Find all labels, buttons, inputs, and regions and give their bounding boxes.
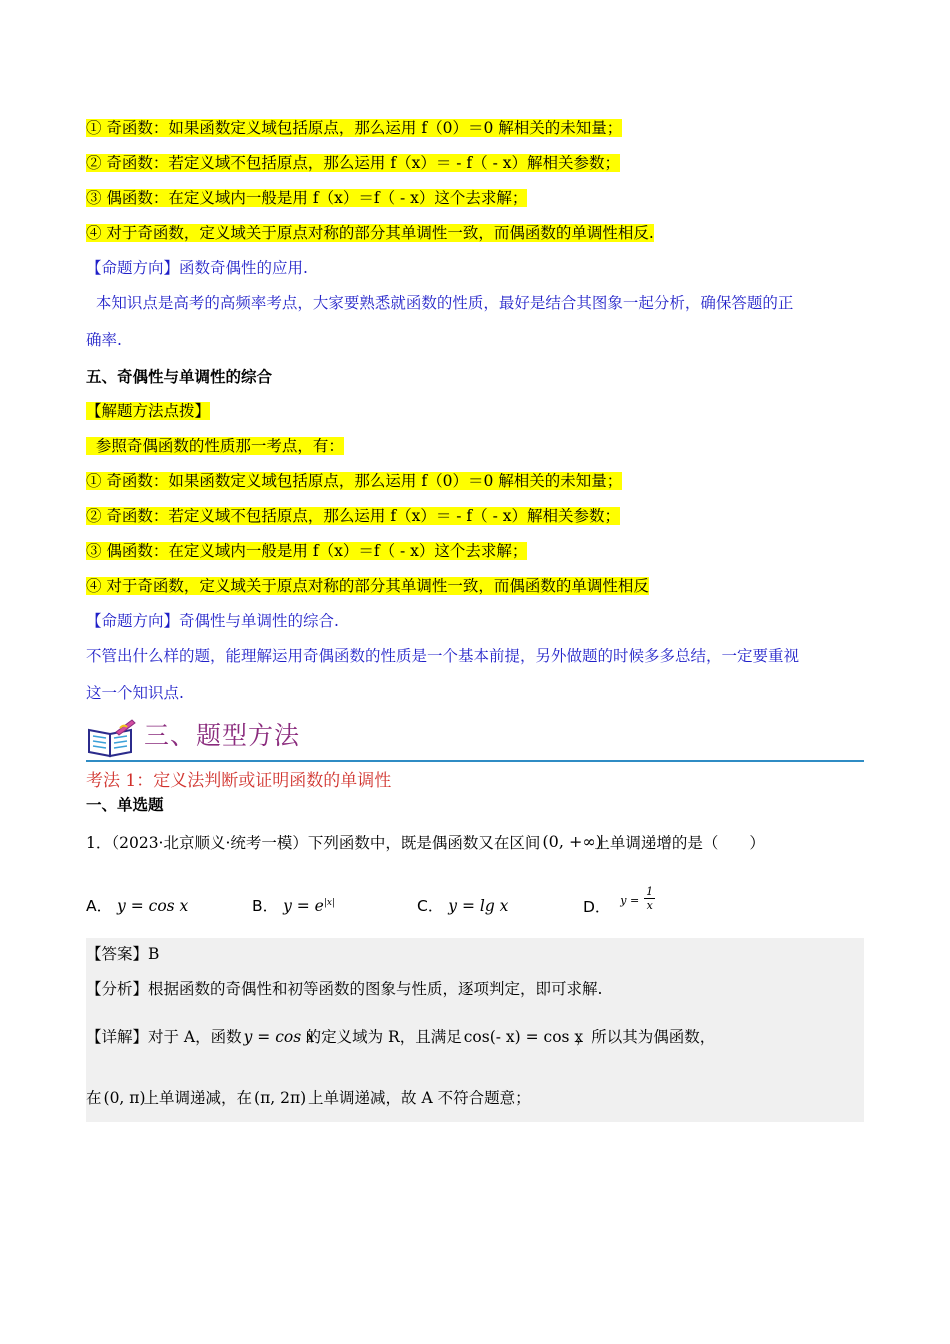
note-line-2: 确率.: [86, 331, 122, 349]
kaofa-title: 考法 1：定义法判断或证明函数的单调性: [86, 771, 392, 791]
direction-label: 【命题方向】函数奇偶性的应用.: [86, 259, 308, 277]
even-rule: ③ 偶函数：在定义域内一般是用 f（x）＝f（ - x）这个去求解；: [86, 189, 528, 207]
odd-rule-no-origin: ② 奇函数：若定义域不包括原点，那么运用 f（x）＝ - f（ - x）解相关参数；: [86, 154, 620, 172]
option-b[interactable]: B． $y = e^{|x|}$: [252, 897, 335, 915]
option-d[interactable]: D． $^{y =}$ $\frac{1}{x}$: [583, 885, 654, 916]
direction-label-2: 【命题方向】奇偶性与单调性的综合.: [86, 612, 339, 630]
monotonic-rule: ④ 对于奇函数，定义域关于原点对称的部分其单调性一致，而偶函数的单调性相反.: [86, 224, 654, 242]
detail-line: 【详解】对于 A，函数 y = cos x 的定义域为 R，且满足 cos(- x) = cos x ，所以其为偶函数，: [86, 1028, 716, 1046]
reference-line: 参照奇偶函数的性质那一考点，有：: [86, 437, 344, 455]
answer-line: 【答案】B: [86, 945, 160, 963]
odd-rule-origin-2: ① 奇函数：如果函数定义域包括原点，那么运用 f（0）＝0 解相关的未知量；: [86, 472, 623, 490]
section-5-title: 五、奇偶性与单调性的综合: [86, 368, 273, 386]
even-rule-2: ③ 偶函数：在定义域内一般是用 f（x）＝f（ - x）这个去求解；: [86, 542, 528, 560]
book-icon: [86, 718, 138, 758]
interval-open: (0, +∞): [542, 832, 602, 851]
odd-rule-no-origin-2: ② 奇函数：若定义域不包括原点，那么运用 f（x）＝ - f（ - x）解相关参数；: [86, 507, 620, 525]
odd-rule-origin: ① 奇函数：如果函数定义域包括原点，那么运用 f（0）＝0 解相关的未知量；: [86, 119, 623, 137]
section-3-title: 三、题型方法: [144, 721, 301, 750]
monotonic-rule-2: ④ 对于奇函数，定义域关于原点对称的部分其单调性一致，而偶函数的单调性相反: [86, 577, 649, 595]
note-line-3: 不管出什么样的题，能理解运用奇偶函数的性质是一个基本前提，另外做题的时候多多总结，一定要重视: [86, 647, 800, 665]
note-line-1: 本知识点是高考的高频率考点，大家要熟悉就函数的性质，最好是结合其图象一起分析，确保答题的正: [86, 294, 794, 312]
option-a[interactable]: A． y = cos x: [86, 897, 189, 915]
detail-line-2: 在 (0, π) 上单调递减，在 (π, 2π) 上单调递减，故 A 不符合题意；: [86, 1089, 531, 1107]
method-label: 【解题方法点拨】: [86, 402, 211, 420]
section-3-heading: [86, 716, 864, 762]
option-c[interactable]: C． y = lg x: [417, 897, 509, 915]
analysis-line: 【分析】根据函数的奇偶性和初等函数的图象与性质，逐项判定，即可求解.: [86, 980, 603, 998]
question-stem: 1．（2023·北京顺义·统考一模）下列函数中，既是偶函数又在区间 (0, +∞) 上单调递增的是（ ）: [86, 832, 765, 852]
single-choice-heading: 一、单选题: [86, 796, 164, 814]
note-line-4: 这一个知识点.: [86, 684, 184, 702]
